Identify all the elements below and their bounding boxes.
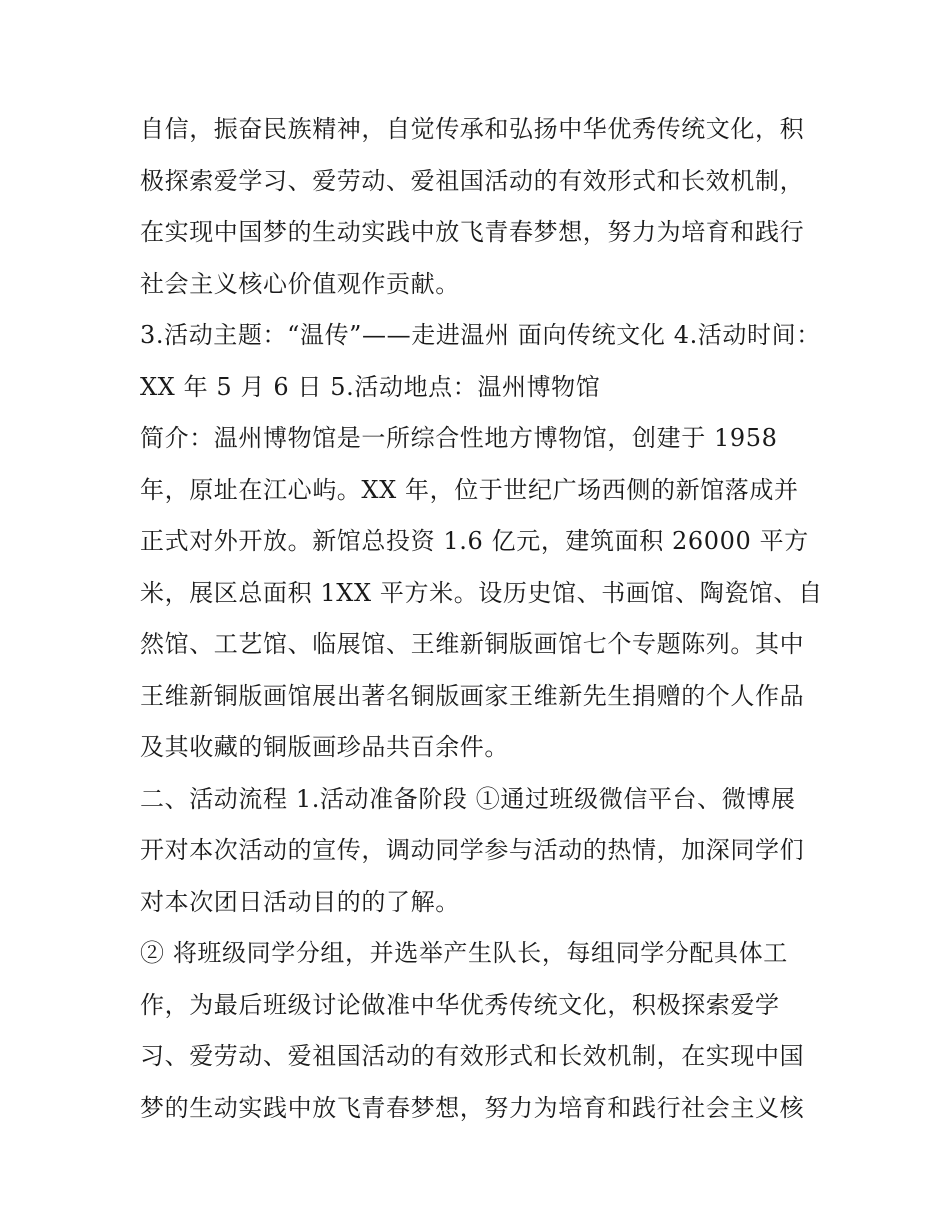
document-body: [140, 104, 823, 1134]
text-line: 及其收藏的铜版画珍品共百余件。: [140, 733, 509, 761]
text-line: 王维新铜版画馆展出著名铜版画家王维新先生捐赠的个人作品: [140, 681, 805, 710]
text-line: 习、爱劳动、爱祖国活动的有效形式和长效机制，在实现中国: [140, 1042, 805, 1070]
text-line: 自信，振奋民族精神，自觉传承和弘扬中华优秀传统文化，积: [140, 115, 805, 143]
text-line: XX 年 5 月 6 日 5.活动地点：温州博物馆: [140, 372, 601, 401]
text-line: 年，原址在江心屿。XX 年，位于世纪广场西侧的新馆落成并: [140, 475, 799, 504]
text-line: 然馆、工艺馆、临展馆、王维新铜版画馆七个专题陈列。其中: [140, 630, 805, 658]
text-line: 正式对外开放。新馆总投资 1.6 亿元，建筑面积 26000 平方: [140, 527, 809, 555]
text-line: 极探索爱学习、爱劳动、爱祖国活动的有效形式和长效机制，: [140, 166, 805, 195]
text-line: 简介：温州博物馆是一所综合性地方博物馆，创建于 1958: [140, 424, 778, 452]
text-line: 在实现中国梦的生动实践中放飞青春梦想，努力为培育和践行: [140, 218, 805, 246]
text-line: 梦的生动实践中放飞青春梦想，努力为培育和践行社会主义核: [140, 1093, 805, 1122]
text-line: 米，展区总面积 1XX 平方米。设历史馆、书画馆、陶瓷馆、自: [140, 578, 823, 607]
text-line: ② 将班级同学分组，并选举产生队长，每组同学分配具体工: [140, 939, 788, 967]
text-line: 开对本次活动的宣传，调动同学参与活动的热情，加深同学们: [140, 836, 805, 864]
text-line: 作，为最后班级讨论做准中华优秀传统文化，积极探索爱学: [140, 990, 780, 1019]
text-line: 二、活动流程 1.活动准备阶段 ①通过班级微信平台、微博展: [140, 784, 796, 813]
text-line: 社会主义核心价值观作贡献。: [140, 269, 460, 298]
text-line: 3.活动主题：“温传”——走进温州 面向传统文化 4.活动时间：: [140, 321, 821, 349]
text-line: 对本次团日活动目的的了解。: [140, 887, 460, 916]
